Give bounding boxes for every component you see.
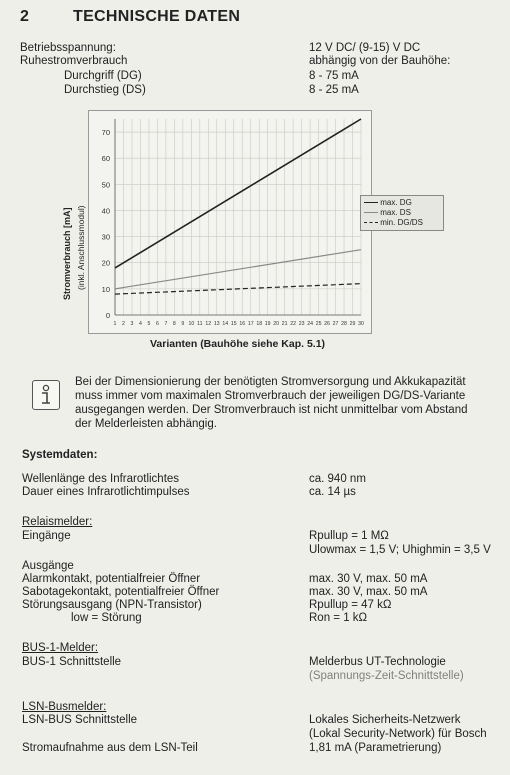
chart-xtick-label: 28 xyxy=(341,321,347,327)
systemdaten-title: Systemdaten: xyxy=(22,449,98,461)
chart-xtick-label: 19 xyxy=(264,321,271,327)
ausgang-value-alarm: max. 30 V, max. 50 mA xyxy=(309,573,428,585)
legend-item-min xyxy=(364,218,440,228)
systemdaten-label-1: Wellenlänge des Infrarotlichtes xyxy=(22,473,180,485)
chart-xtick-label: 14 xyxy=(222,321,229,327)
chart-xtick-label: 30 xyxy=(358,321,364,327)
chart-ytick-label: 20 xyxy=(101,258,110,268)
spec-value-betriebsspannung: 12 V DC/ (9-15) V DC xyxy=(309,42,421,54)
lsn-strom-value: 1,81 mA (Parametrierung) xyxy=(309,742,442,754)
ausgang-label-low: low = Störung xyxy=(71,612,142,624)
chart-xtick-label: 18 xyxy=(256,321,263,327)
chart-xtick-label: 27 xyxy=(332,321,339,327)
chart-xtick-label: 17 xyxy=(247,321,254,327)
chart-xtick-label: 11 xyxy=(197,321,203,327)
systemdaten-value-1: ca. 940 nm xyxy=(309,473,366,485)
chart-xtick-label: 10 xyxy=(188,321,195,327)
chart-series-line-0 xyxy=(115,119,361,268)
lsn-value-1: Lokales Sicherheits-Netzwerk xyxy=(309,714,461,726)
spec-label-ds: Durchstieg (DS) xyxy=(64,84,146,96)
chart-xtick-label: 15 xyxy=(230,321,237,327)
eingaenge-value-2: Ulowmax = 1,5 V; Uhighmin = 3,5 V xyxy=(309,544,491,556)
chart-xtick-label: 25 xyxy=(315,321,322,327)
chart-xtick-label: 22 xyxy=(290,321,297,327)
chart-ytick-label: 0 xyxy=(105,311,110,320)
spec-value-dg: 8 - 75 mA xyxy=(309,70,359,82)
chart-xtick-label: 9 xyxy=(181,321,185,327)
chart-ylabel-sub: (inkl. Anschlussmodul) xyxy=(76,205,86,290)
ausgang-label-alarm: Alarmkontakt, potentialfreier Öffner xyxy=(22,573,201,585)
section-title: TECHNISCHE DATEN xyxy=(73,8,241,25)
ausgaenge-label: Ausgänge xyxy=(22,560,74,572)
chart-xtick-label: 23 xyxy=(298,321,305,327)
chart-legend xyxy=(360,195,444,231)
chart-xtick-label: 26 xyxy=(324,321,330,327)
ausgang-label-stoerung: Störungsausgang (NPN-Transistor) xyxy=(22,599,202,611)
lsn-strom-label: Stromaufnahme aus dem LSN-Teil xyxy=(22,742,198,754)
chart-svg xyxy=(89,111,371,333)
chart-xtick-label: 5 xyxy=(147,321,151,327)
chart-xtick-label: 12 xyxy=(205,321,212,327)
spec-value-ds: 8 - 25 mA xyxy=(309,84,359,96)
chart-ytick-label: 40 xyxy=(101,206,110,216)
spec-label-betriebsspannung: Betriebsspannung: xyxy=(20,42,116,54)
chart-ytick-label: 10 xyxy=(101,284,110,294)
chart-xtick-label: 6 xyxy=(155,321,159,327)
relaismelder-title: Relaismelder: xyxy=(22,516,93,528)
lsn-value-2: (Lokal Security-Network) für Bosch xyxy=(309,728,487,740)
note-line-2: muss immer vom maximalen Stromverbrauch der jeweiligen DG/DS-Variante xyxy=(75,390,466,402)
chart-ytick-label: 60 xyxy=(101,154,110,164)
info-icon xyxy=(32,380,60,410)
note-line-1: Bei der Dimensionierung der benötigten Stromversorgung und Akkukapazität xyxy=(75,376,466,388)
chart-xtick-label: 7 xyxy=(164,321,168,327)
chart-ytick-label: 50 xyxy=(101,180,110,190)
bus1-title: BUS-1-Melder: xyxy=(22,642,99,654)
lsn-label: LSN-BUS Schnittstelle xyxy=(22,714,138,726)
legend-item-dg xyxy=(364,198,440,208)
chart-xtick-label: 3 xyxy=(130,321,134,327)
chart-xtick-label: 21 xyxy=(281,321,288,327)
legend-label-min: min. DG/DS xyxy=(380,218,423,227)
chart-ytick-label: 70 xyxy=(101,128,110,138)
ausgang-value-sabotage: max. 30 V, max. 50 mA xyxy=(309,586,428,598)
section-number: 2 xyxy=(20,8,29,25)
systemdaten-value-2: ca. 14 µs xyxy=(309,486,356,498)
spec-label-ruhestrom: Ruhestromverbrauch xyxy=(20,55,128,67)
chart-xtick-label: 24 xyxy=(307,321,313,327)
ausgang-value-low: Ron = 1 kΩ xyxy=(309,612,368,624)
systemdaten-label-2: Dauer eines Infrarotlichtimpulses xyxy=(22,486,190,498)
chart-xtick-label: 13 xyxy=(213,321,220,327)
chart-xlabel: Varianten (Bauhöhe siehe Kap. 5.1) xyxy=(150,338,326,350)
chart-xtick-label: 20 xyxy=(273,321,280,327)
bus1-value-2: (Spannungs-Zeit-Schnittstelle) xyxy=(309,670,464,682)
chart-xtick-label: 8 xyxy=(172,321,176,327)
current-consumption-chart xyxy=(88,110,372,334)
chart-series-line-1 xyxy=(115,250,361,289)
chart-xtick-label: 2 xyxy=(122,321,125,327)
spec-label-dg: Durchgriff (DG) xyxy=(64,70,142,82)
ausgang-value-stoerung: Rpullup = 47 kΩ xyxy=(309,599,392,611)
chart-xtick-label: 16 xyxy=(239,321,246,327)
spec-value-ruhestrom: abhängig von der Bauhöhe: xyxy=(309,55,451,67)
lsn-title: LSN-Busmelder: xyxy=(22,701,107,713)
bus1-label: BUS-1 Schnittstelle xyxy=(22,656,122,668)
legend-item-ds xyxy=(364,208,440,218)
eingaenge-value-1: Rpullup = 1 MΩ xyxy=(309,530,389,542)
chart-xtick-label: 4 xyxy=(139,321,142,327)
bus1-value-1: Melderbus UT-Technologie xyxy=(309,656,446,668)
note-line-4: der Melderleisten abhängig. xyxy=(75,418,217,430)
eingaenge-label: Eingänge xyxy=(22,530,71,542)
chart-xtick-label: 29 xyxy=(349,321,356,327)
ausgang-label-sabotage: Sabotagekontakt, potentialfreier Öffner xyxy=(22,586,220,598)
legend-label-ds: max. DS xyxy=(380,208,411,217)
legend-label-dg: max. DG xyxy=(380,198,412,207)
chart-ytick-label: 30 xyxy=(101,232,110,242)
note-line-3: ausgegangen werden. Der Stromverbrauch ist nicht unmittelbar vom Abstand xyxy=(75,404,468,416)
chart-xtick-label: 1 xyxy=(113,321,117,327)
chart-ylabel: Stromverbrauch [mA] xyxy=(62,207,72,300)
